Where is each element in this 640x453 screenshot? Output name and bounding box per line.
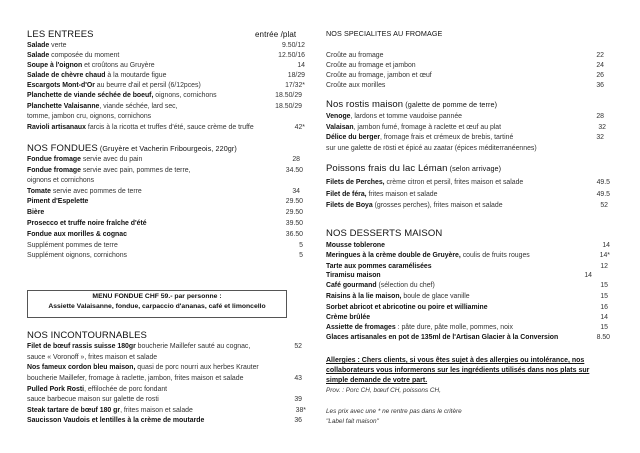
item-price: 8.50 — [596, 334, 610, 341]
item-description: Croûte au fromage, jambon et œuf — [326, 72, 432, 79]
item-price: 34 — [292, 188, 300, 195]
item-price: 34.50 — [285, 167, 303, 174]
entrees-item — [27, 91, 217, 100]
item-price: 14* — [599, 252, 610, 259]
item-name: Filets de Perches, — [326, 179, 385, 186]
item-description: boucherie Maillefer, fromage à raclette, jambon, frites maison et salade — [27, 375, 244, 382]
item-description: au beurre d'ail et persil (6/12pces) — [94, 82, 201, 89]
item-name: Salade — [27, 52, 50, 59]
item-price: 9.50/12 — [282, 42, 305, 49]
item-description: sauce « Voronoff », frites maison et salade — [27, 354, 158, 361]
incontournables-item — [27, 363, 259, 372]
item-name: Raisins à la lie maison, — [326, 293, 402, 300]
item-price: 52 — [600, 202, 608, 209]
menu-fondue-title: MENU FONDUE CHF 59.- par personne : — [92, 293, 222, 300]
poissons-title: Poissons frais du lac Léman — [326, 163, 448, 174]
item-description: sauce barbecue maison sur galette de rosti — [27, 396, 159, 403]
item-description: , viande séchée, lard sec, — [99, 103, 178, 110]
item-description: boule de glace vanille — [401, 293, 470, 300]
item-description: verte — [49, 42, 67, 49]
fondues-item — [27, 241, 118, 250]
incontournables-item — [27, 416, 204, 425]
item-name: Meringues à la crème double de Gruyère, — [326, 252, 461, 259]
fromage-item — [326, 81, 385, 90]
item-name: Planchette de viande séchée de boeuf, — [27, 92, 154, 99]
item-description: à la moutarde figue — [105, 72, 167, 79]
item-price: 24 — [596, 62, 604, 69]
entrees-item — [27, 81, 201, 90]
item-description: Croûte au fromage et jambon — [326, 62, 416, 69]
item-price: 18.50/29 — [275, 103, 302, 110]
entrees-item — [27, 51, 119, 60]
desserts-item — [326, 333, 558, 342]
item-price: 43 — [294, 375, 302, 382]
item-price: 32 — [596, 134, 604, 141]
incontournables-item — [27, 353, 157, 362]
incontournables-item — [27, 342, 250, 351]
poissons-item — [326, 190, 437, 199]
item-description: et croûtons au Gruyère — [82, 62, 155, 69]
desserts-item — [326, 281, 435, 290]
entrees-item — [27, 41, 66, 50]
item-name: Ravioli artisanaux — [27, 124, 86, 131]
fondues-item — [27, 187, 142, 196]
item-name: Prosecco et truffe noire fraîche d'été — [27, 220, 147, 227]
rostis-item — [326, 133, 513, 142]
item-name: Venoge — [326, 113, 351, 120]
fondues-heading — [27, 143, 237, 154]
item-name: Planchette Valaisanne — [27, 103, 100, 110]
desserts-item — [326, 292, 470, 301]
price-note-line1: Les prix avec une * ne rentre pas dans le critère — [326, 408, 462, 415]
desserts-item — [326, 313, 370, 322]
fondues-item — [27, 230, 127, 239]
item-price: 36 — [294, 417, 302, 424]
item-price: 28 — [292, 156, 300, 163]
item-description: sur une galette de rösti et épicé au zaatar (épices méditerranéennes) — [326, 145, 537, 152]
menu-fondue-description: Assiette Valaisanne, fondue, carpaccio d'ananas, café et limoncello — [48, 303, 266, 310]
item-description: composée du moment — [49, 52, 120, 59]
poissons-item — [326, 178, 523, 187]
poissons-subtitle: (selon arrivage) — [447, 164, 502, 173]
fondues-item — [27, 219, 147, 228]
item-price: 22 — [596, 52, 604, 59]
item-description: , lardons et tomme vaudoise pannée — [350, 113, 462, 120]
item-price: 29.50 — [285, 198, 303, 205]
item-name: Salade de chèvre chaud — [27, 72, 106, 79]
fromage-item — [326, 61, 416, 70]
item-description: servie avec du pain — [80, 156, 143, 163]
item-name: Fondue aux morilles & cognac — [27, 231, 127, 238]
item-name: Tomate — [27, 188, 51, 195]
entrees-item — [27, 61, 155, 70]
menu-fondue-box — [27, 290, 287, 318]
rostis-item — [326, 144, 537, 153]
rostis-item — [326, 123, 501, 132]
provenance-note: Prov. : Porc CH, bœuf CH, poissons CH, — [326, 387, 441, 394]
item-description: , fromage frais et crémeux de brebis, tartiné — [380, 134, 514, 141]
item-description: Croûte au fromage — [326, 52, 384, 59]
item-description: , effilochée de porc fondant — [84, 386, 168, 393]
rostis-heading — [326, 99, 497, 110]
desserts-item — [326, 323, 513, 332]
rostis-title: Nos rostis maison — [326, 99, 404, 110]
item-price: 39 — [294, 396, 302, 403]
incontournables-item — [27, 406, 193, 415]
item-price: 18/29 — [287, 72, 305, 79]
item-price: 15 — [600, 282, 608, 289]
incontournables-item — [27, 385, 167, 394]
desserts-title: NOS DESSERTS MAISON — [326, 228, 443, 239]
item-price: 15 — [600, 324, 608, 331]
item-name: Escargots Mont-d'Or — [27, 82, 95, 89]
fondues-item — [27, 208, 44, 217]
entrees-item — [27, 102, 178, 111]
item-price: 17/32* — [285, 82, 305, 89]
poissons-item — [326, 201, 503, 210]
item-name: Délice du berger — [326, 134, 380, 141]
poissons-heading — [326, 163, 501, 174]
item-description: coulis de fruits rouges — [460, 252, 530, 259]
item-price: 5 — [299, 242, 303, 249]
entrees-item — [27, 123, 254, 132]
item-description: Supplément oignons, cornichons — [27, 252, 127, 259]
item-price: 49.5 — [596, 179, 610, 186]
item-price: 14 — [600, 314, 608, 321]
fondues-item — [27, 251, 127, 260]
incontournables-title: NOS INCONTOURNABLES — [27, 330, 147, 341]
item-name: Bière — [27, 209, 45, 216]
item-name: Assiette de fromages — [326, 324, 396, 331]
item-price: 42* — [294, 124, 305, 131]
item-description: Croûte aux morilles — [326, 82, 386, 89]
fromage-title: NOS SPECIALITES AU FROMAGE — [326, 29, 443, 38]
item-price: 14 — [297, 62, 305, 69]
desserts-item — [326, 262, 432, 271]
item-description: Supplément pommes de terre — [27, 242, 118, 249]
incontournables-item — [27, 395, 159, 404]
desserts-heading — [326, 228, 442, 239]
item-price: 18.50/29 — [275, 92, 302, 99]
item-description: , frites maison et salade — [120, 407, 193, 414]
item-name: Fondue fromage — [27, 167, 81, 174]
item-price: 12.50/16 — [278, 52, 305, 59]
item-description: (sélection du chef) — [376, 282, 435, 289]
fondues-item — [27, 176, 94, 185]
allergy-notice: Allergies : Chers clients, si vous êtes sujet à des allergies ou intolérance, nos collaborateurs vous informerons sur les ingrédients utilisés dans nos plats sur simple demande de votre part. — [326, 357, 590, 384]
item-price: 52 — [294, 343, 302, 350]
fondues-subtitle: (Gruyère et Vacherin Fribourgeois, 220gr) — [97, 144, 237, 153]
item-price: 14 — [602, 242, 610, 249]
item-name: Filet de bœuf rassis suisse 180gr — [27, 343, 136, 350]
item-price: 38* — [295, 407, 306, 414]
item-description: oignons et cornichons — [27, 177, 95, 184]
entrees-item — [27, 71, 166, 80]
incontournables-item — [27, 374, 243, 383]
desserts-item — [326, 241, 385, 250]
item-name: Salade — [27, 42, 50, 49]
item-price: 26 — [596, 72, 604, 79]
item-name: Piment d'Espelette — [27, 198, 89, 205]
item-description: oignons, cornichons — [153, 92, 217, 99]
desserts-item — [326, 303, 488, 312]
item-name: Steak tartare de bœuf 180 gr — [27, 407, 121, 414]
item-name: Tarte aux pommes caramélisées — [326, 263, 432, 270]
fondues-item — [27, 155, 142, 164]
item-description: crème citron et persil, frites maison et salade — [384, 179, 524, 186]
item-name: Filets de Boya — [326, 202, 373, 209]
fondues-title: NOS FONDUES — [27, 143, 98, 154]
item-name: Mousse toblerone — [326, 242, 385, 249]
entrees-column-header: entrée /plat — [255, 30, 297, 39]
fromage-heading — [326, 29, 442, 38]
fromage-item — [326, 71, 432, 80]
item-price: 16 — [600, 304, 608, 311]
rostis-item — [326, 112, 462, 121]
desserts-item — [326, 251, 530, 260]
entrees-title: LES ENTREES — [27, 29, 94, 40]
fromage-item — [326, 51, 383, 60]
item-price: 49.5 — [596, 191, 610, 198]
entrees-item — [27, 112, 151, 121]
fondues-item — [27, 197, 88, 206]
item-price: 36.50 — [285, 231, 303, 238]
item-price: 36 — [596, 82, 604, 89]
item-description: , jambon fumé, fromage à raclette et œuf au plat — [353, 124, 502, 131]
fondues-item — [27, 166, 191, 175]
item-name: Nos fameux cordon bleu maison, — [27, 364, 136, 371]
item-name: Fondue fromage — [27, 156, 81, 163]
item-name: Crème brûlée — [326, 314, 371, 321]
item-name: Café gourmand — [326, 282, 377, 289]
rostis-subtitle: (galette de pomme de terre) — [403, 100, 498, 109]
item-description: (grosses perches), frites maison et salade — [372, 202, 503, 209]
desserts-item — [326, 271, 381, 280]
item-price: 39.50 — [285, 220, 303, 227]
item-name: Saucisson Vaudois et lentilles à la crème de moutarde — [27, 417, 205, 424]
item-price: 12 — [600, 263, 608, 270]
item-description: : pâte dure, pâte molle, pommes, noix — [395, 324, 513, 331]
item-price: 15 — [600, 293, 608, 300]
item-description: servie avec pain, pommes de terre, — [80, 167, 191, 174]
item-price: 5 — [299, 252, 303, 259]
item-name: Sorbet abricot et abricotine ou poire et williamine — [326, 304, 488, 311]
item-name: Tiramisu maison — [326, 272, 381, 279]
item-name: Soupe à l'oignon — [27, 62, 83, 69]
item-description: quasi de porc nourri aux herbes Krauter — [135, 364, 259, 371]
entrees-heading — [27, 29, 94, 40]
item-price: 28 — [596, 113, 604, 120]
item-description: frites maison et salade — [366, 191, 438, 198]
item-price: 14 — [584, 272, 592, 279]
item-name: Valaisan — [326, 124, 354, 131]
item-name: Filet de féra, — [326, 191, 367, 198]
item-name: Pulled Pork Rosti — [27, 386, 85, 393]
incontournables-heading — [27, 330, 147, 341]
item-description: boucherie Maillefer sauté au cognac, — [135, 343, 251, 350]
item-description: servie avec pommes de terre — [51, 188, 142, 195]
price-note-line2: "Label fait maison" — [326, 418, 379, 425]
item-price: 32 — [598, 124, 606, 131]
item-price: 29.50 — [285, 209, 303, 216]
item-name: Glaces artisanales en pot de 135ml de l'Artisan Glacier à la Conversion — [326, 334, 559, 341]
item-description: farcis à la ricotta et truffes d'été, sauce crème de truffe — [85, 124, 254, 131]
item-description: tomme, jambon cru, oignons, cornichons — [27, 113, 152, 120]
